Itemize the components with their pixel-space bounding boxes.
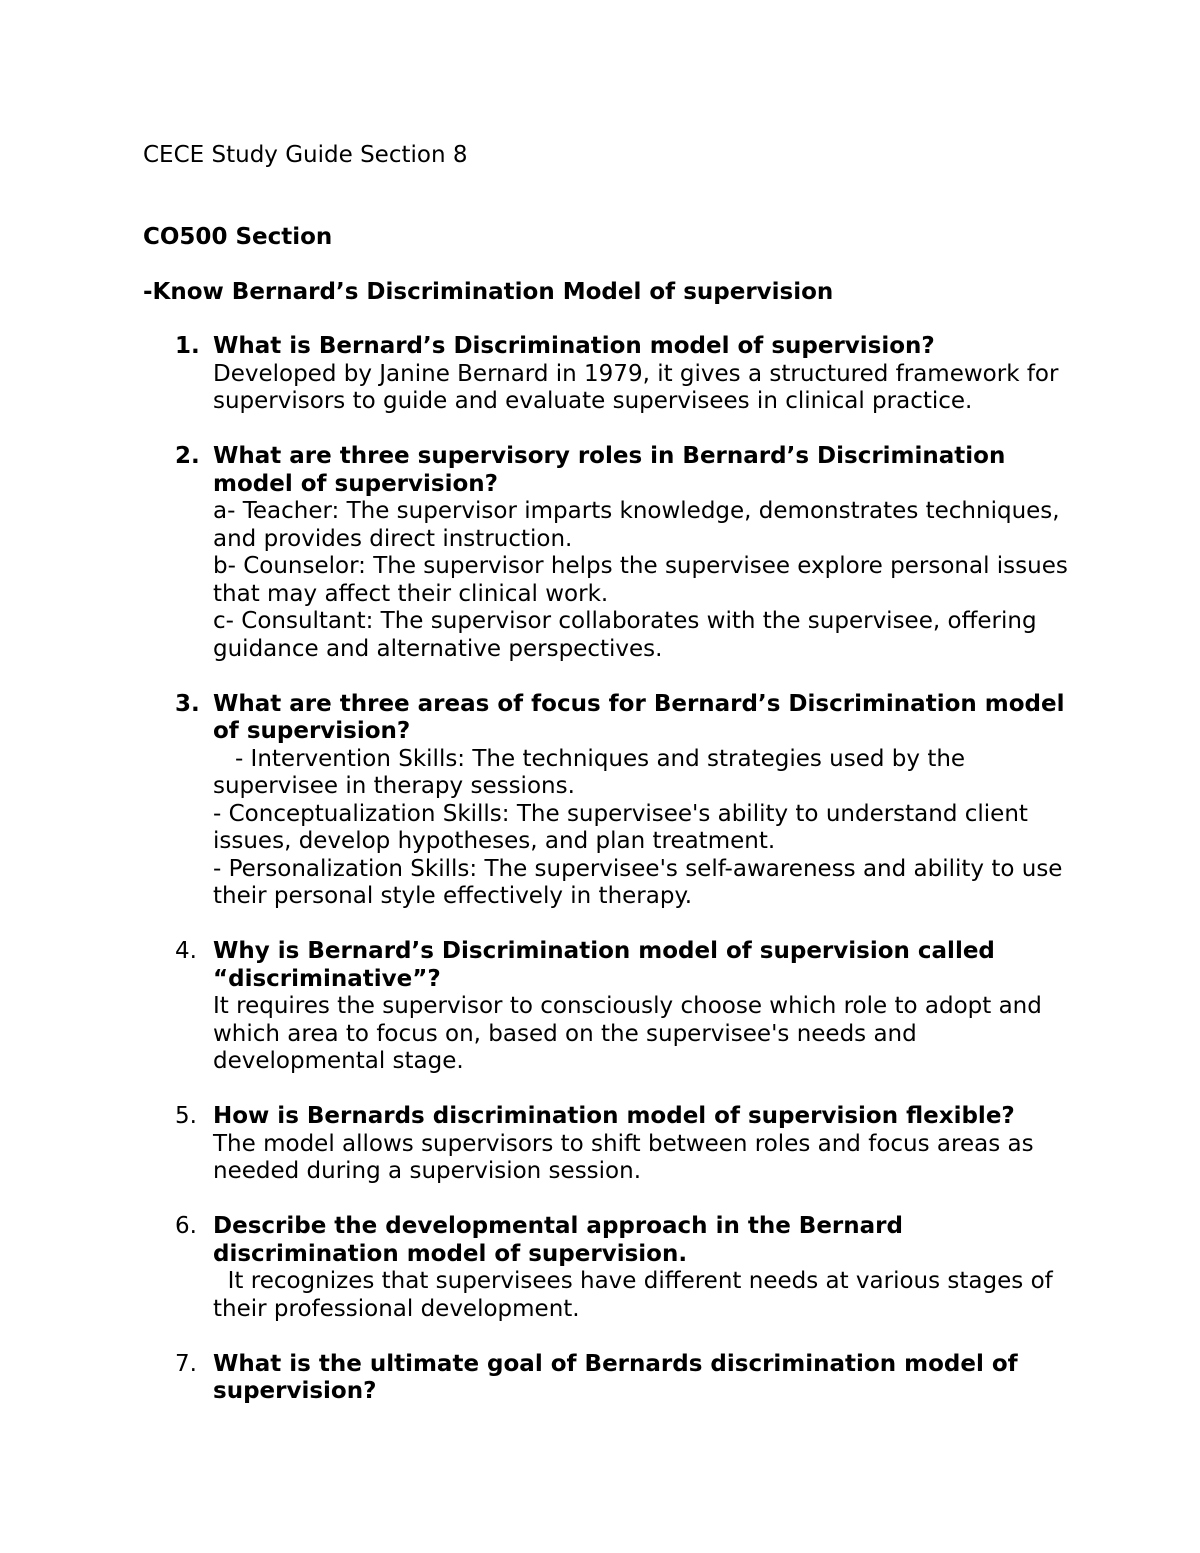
answer-text: c- Consultant: The supervisor collaborates with the supervisee, offering guidance and alternative perspectives. — [213, 608, 1044, 662]
question-text: Why is Bernard’s Discrimination model of supervision called “discriminative”? — [213, 938, 995, 992]
answer-text: b- Counselor: The supervisor helps the supervisee explore personal issues that may affect their clinical work. — [213, 553, 1076, 607]
answer-text: - Intervention Skills: The techniques and strategies used by the supervisee in therapy sessions. — [213, 745, 973, 799]
question-item — [143, 1103, 1073, 1186]
answer-text: It requires the supervisor to consciously choose which role to adopt and which area to focus on, based on the supervisee's needs and developmental stage. — [213, 993, 1050, 1074]
question-item — [143, 938, 1073, 1076]
question-text: What is the ultimate goal of Bernards discrimination model of supervision? — [213, 1350, 1018, 1404]
question-item — [143, 1351, 1073, 1406]
question-number: 5. — [175, 1103, 197, 1129]
question-list — [143, 333, 1076, 1433]
answer-text: The model allows supervisors to shift between roles and focus areas as needed during a supervision session. — [213, 1130, 1041, 1184]
question-item — [143, 333, 1073, 416]
question-number: 1. — [175, 333, 200, 359]
question-item — [143, 1213, 1073, 1323]
question-number: 3. — [175, 690, 200, 717]
document-title: CECE Study Guide Section 8 — [143, 142, 468, 168]
question-item — [143, 443, 1076, 663]
question-text: What are three supervisory roles in Bernard’s Discrimination model of supervision? — [213, 443, 1006, 497]
answer-text: Developed by Janine Bernard in 1979, it gives a structured framework for supervisors to guide and evaluate supervisees in clinical practice. — [213, 360, 1066, 414]
question-number: 4. — [175, 938, 197, 964]
question-text: How is Bernards discrimination model of supervision flexible? — [213, 1103, 1015, 1129]
question-number: 2. — [175, 443, 200, 469]
question-text: What is Bernard’s Discrimination model of supervision? — [213, 333, 935, 359]
question-text: Describe the developmental approach in the Bernard discrimination model of supervision. — [213, 1213, 903, 1267]
answer-text: It recognizes that supervisees have different needs at various stages of their professional development. — [213, 1268, 1061, 1322]
answer-text: a- Teacher: The supervisor imparts knowledge, demonstrates techniques, and provides direct instruction. — [213, 498, 1067, 552]
answer-text: - Personalization Skills: The supervisee's self-awareness and ability to use their personal style effectively in therapy. — [213, 855, 1070, 909]
question-number: 6. — [175, 1213, 197, 1239]
topic-heading: -Know Bernard’s Discrimination Model of supervision — [143, 279, 834, 305]
section-heading: CO500 Section — [143, 224, 333, 250]
question-item — [143, 691, 1073, 911]
question-text: What are three areas of focus for Bernard’s Discrimination model of supervision? — [213, 690, 1065, 744]
question-number: 7. — [175, 1350, 197, 1377]
answer-text: - Conceptualization Skills: The supervisee's ability to understand client issues, develop hypotheses, and plan treatment. — [213, 800, 1036, 854]
